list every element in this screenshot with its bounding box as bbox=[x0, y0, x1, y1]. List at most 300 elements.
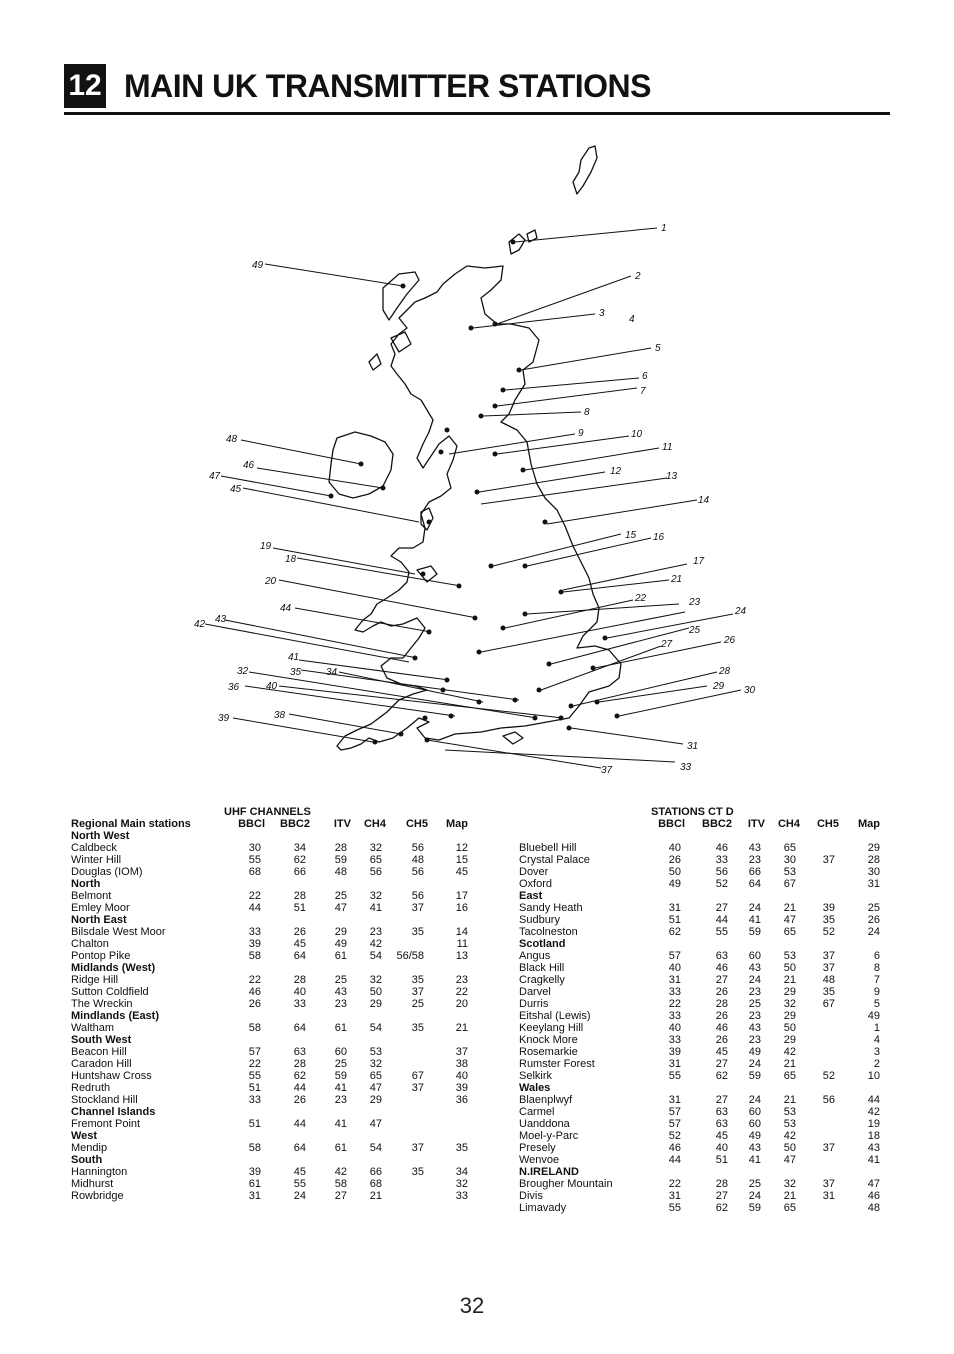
channel-value: 39 bbox=[455, 1082, 468, 1094]
column-header: Map bbox=[446, 818, 468, 830]
map-label: 46 bbox=[243, 460, 255, 471]
map-labels bbox=[194, 223, 756, 776]
channel-value: 33 bbox=[248, 926, 261, 938]
column-header: ITV bbox=[747, 818, 765, 830]
channel-value: 4 bbox=[873, 1034, 880, 1046]
table-row bbox=[519, 866, 899, 878]
channel-value: 65 bbox=[783, 1070, 796, 1082]
channel-value: 27 bbox=[715, 1094, 728, 1106]
station-name: Bilsdale West Moor bbox=[71, 926, 166, 938]
channel-value: 40 bbox=[668, 962, 681, 974]
channel-value: 37 bbox=[822, 950, 835, 962]
map-label: 22 bbox=[635, 593, 647, 604]
channel-value: 27 bbox=[715, 1190, 728, 1202]
map-label: 10 bbox=[631, 429, 643, 440]
channel-value: 26 bbox=[248, 998, 261, 1010]
station-name: Fremont Point bbox=[71, 1118, 141, 1130]
channel-value: 61 bbox=[334, 1022, 347, 1034]
map-label: 11 bbox=[662, 442, 673, 453]
channel-value: 25 bbox=[411, 998, 424, 1010]
channel-value: 28 bbox=[715, 998, 728, 1010]
channel-value: 41 bbox=[369, 902, 382, 914]
table-row bbox=[71, 1190, 491, 1202]
channel-value: 51 bbox=[715, 1154, 728, 1166]
channel-value: 57 bbox=[668, 950, 681, 962]
station-name: Rowbridge bbox=[71, 1190, 124, 1202]
table-header-row bbox=[71, 818, 491, 830]
channel-value: 53 bbox=[783, 1106, 796, 1118]
channel-value: 25 bbox=[748, 998, 761, 1010]
section-label: South West bbox=[71, 1034, 132, 1046]
table-row bbox=[71, 854, 491, 866]
channel-value: 25 bbox=[334, 890, 347, 902]
shetland-outline bbox=[573, 146, 597, 194]
channel-value: 62 bbox=[715, 1070, 728, 1082]
map-label: 5 bbox=[655, 343, 661, 354]
table-group-row bbox=[71, 806, 491, 818]
channel-value: 24 bbox=[748, 1094, 761, 1106]
channel-value: 31 bbox=[248, 1190, 261, 1202]
map-label: 28 bbox=[719, 666, 731, 677]
section-label: West bbox=[71, 1130, 98, 1142]
channel-value: 30 bbox=[783, 854, 796, 866]
map-svg bbox=[185, 138, 775, 788]
map-label: 30 bbox=[744, 685, 756, 696]
station-name: Brougher Mountain bbox=[519, 1178, 613, 1190]
skye-outline bbox=[369, 332, 411, 370]
column-header: Map bbox=[858, 818, 880, 830]
channel-value: 23 bbox=[748, 986, 761, 998]
channel-value: 44 bbox=[668, 1154, 681, 1166]
map-label: 45 bbox=[230, 484, 242, 495]
channel-value: 43 bbox=[748, 962, 761, 974]
map-label: 23 bbox=[689, 597, 701, 608]
section-label: North bbox=[71, 878, 101, 890]
table-row bbox=[71, 1094, 491, 1106]
channel-value: 55 bbox=[715, 926, 728, 938]
station-name: Caradon Hill bbox=[71, 1058, 132, 1070]
channel-value: 23 bbox=[748, 1034, 761, 1046]
channel-value: 35 bbox=[822, 986, 835, 998]
channel-value: 21 bbox=[783, 974, 796, 986]
channel-value: 29 bbox=[369, 1094, 382, 1106]
channel-value: 31 bbox=[668, 1058, 681, 1070]
station-name: Hannington bbox=[71, 1166, 128, 1178]
channel-value: 44 bbox=[248, 902, 261, 914]
channel-value: 28 bbox=[334, 842, 347, 854]
channel-value: 57 bbox=[248, 1046, 261, 1058]
table-row bbox=[71, 1046, 491, 1058]
channel-value: 59 bbox=[748, 1070, 761, 1082]
channel-value: 37 bbox=[455, 1046, 468, 1058]
isle-of-wight-outline bbox=[503, 732, 523, 744]
channel-value: 25 bbox=[334, 1058, 347, 1070]
station-name: Blaenplwyf bbox=[519, 1094, 573, 1106]
channel-value: 61 bbox=[334, 950, 347, 962]
channel-value: 66 bbox=[748, 866, 761, 878]
table-row bbox=[519, 854, 899, 866]
channel-value: 21 bbox=[369, 1190, 382, 1202]
channel-value: 55 bbox=[293, 1178, 306, 1190]
channel-value: 8 bbox=[873, 962, 880, 974]
group-label: STATIONS CT D bbox=[651, 806, 734, 818]
column-header: BBCl bbox=[658, 818, 685, 830]
map-label: 37 bbox=[601, 765, 613, 776]
station-name: Knock More bbox=[519, 1034, 578, 1046]
channel-value: 45 bbox=[715, 1046, 728, 1058]
channel-value: 60 bbox=[748, 950, 761, 962]
table-header-row bbox=[519, 818, 899, 830]
channel-value: 65 bbox=[783, 926, 796, 938]
channel-value: 63 bbox=[293, 1046, 306, 1058]
channel-value: 53 bbox=[369, 1046, 382, 1058]
channel-value: 34 bbox=[455, 1166, 468, 1178]
uk-transmitter-map bbox=[185, 138, 775, 788]
channel-value: 48 bbox=[867, 1202, 880, 1214]
channel-value: 64 bbox=[293, 950, 306, 962]
channel-value: 33 bbox=[668, 1010, 681, 1022]
station-name: Sandy Heath bbox=[519, 902, 583, 914]
channel-value: 32 bbox=[783, 998, 796, 1010]
channel-value: 37 bbox=[411, 986, 424, 998]
channel-value: 24 bbox=[748, 902, 761, 914]
channel-value: 48 bbox=[411, 854, 424, 866]
station-name: Dover bbox=[519, 866, 549, 878]
channel-value: 28 bbox=[293, 890, 306, 902]
station-name: Black Hill bbox=[519, 962, 565, 974]
channel-value: 49 bbox=[668, 878, 681, 890]
channel-value: 37 bbox=[411, 1082, 424, 1094]
channel-value: 33 bbox=[668, 986, 681, 998]
outer-hebrides-outline bbox=[383, 272, 419, 320]
channel-value: 44 bbox=[715, 914, 728, 926]
channel-value: 46 bbox=[715, 1022, 728, 1034]
station-name: Huntshaw Cross bbox=[71, 1070, 152, 1082]
right-channel-table bbox=[519, 806, 899, 1214]
channel-value: 65 bbox=[369, 1070, 382, 1082]
map-label: 49 bbox=[252, 260, 264, 271]
table-row bbox=[71, 1142, 491, 1154]
group-label: UHF CHANNELS bbox=[224, 806, 311, 818]
channel-value: 29 bbox=[783, 1034, 796, 1046]
section-header bbox=[64, 62, 890, 115]
station-name: Redruth bbox=[71, 1082, 111, 1094]
table-row bbox=[519, 914, 899, 926]
channel-value: 28 bbox=[715, 1178, 728, 1190]
channel-value: 67 bbox=[822, 998, 835, 1010]
channel-value: 30 bbox=[248, 842, 261, 854]
map-label: 40 bbox=[266, 681, 278, 692]
section-label: Midlands (West) bbox=[71, 962, 156, 974]
channel-value: 55 bbox=[668, 1070, 681, 1082]
channel-value: 31 bbox=[668, 1190, 681, 1202]
channel-value: 24 bbox=[748, 1058, 761, 1070]
channel-value: 37 bbox=[822, 854, 835, 866]
channel-value: 41 bbox=[334, 1082, 347, 1094]
channel-value: 24 bbox=[293, 1190, 306, 1202]
channel-value: 52 bbox=[668, 1130, 681, 1142]
map-label: 24 bbox=[735, 606, 747, 617]
map-label: 2 bbox=[635, 271, 641, 282]
channel-value: 58 bbox=[248, 1022, 261, 1034]
channel-value: 42 bbox=[334, 1166, 347, 1178]
column-header: BBC2 bbox=[702, 818, 732, 830]
channel-value: 47 bbox=[369, 1082, 382, 1094]
left-channel-table bbox=[71, 806, 491, 1202]
table-spacer-row bbox=[519, 830, 899, 842]
channel-value: 60 bbox=[748, 1106, 761, 1118]
station-name: Ridge Hill bbox=[71, 974, 119, 986]
map-label: 15 bbox=[625, 530, 637, 541]
channel-value: 17 bbox=[455, 890, 468, 902]
station-name: Uanddona bbox=[519, 1118, 570, 1130]
channel-value: 44 bbox=[293, 1082, 306, 1094]
channel-value: 54 bbox=[369, 950, 382, 962]
station-name: Stockland Hill bbox=[71, 1094, 138, 1106]
channel-value: 35 bbox=[822, 914, 835, 926]
table-section-row bbox=[519, 1166, 899, 1178]
channel-value: 22 bbox=[455, 986, 468, 998]
channel-value: 32 bbox=[369, 1058, 382, 1070]
channel-value: 39 bbox=[248, 938, 261, 950]
channel-value: 2 bbox=[873, 1058, 880, 1070]
station-name: Oxford bbox=[519, 878, 553, 890]
channel-value: 67 bbox=[783, 878, 796, 890]
channel-value: 35 bbox=[411, 926, 424, 938]
channel-value: 19 bbox=[867, 1118, 880, 1130]
channel-value: 26 bbox=[715, 986, 728, 998]
table-row bbox=[71, 950, 491, 962]
station-name: The Wreckin bbox=[71, 998, 133, 1010]
column-header: Regional Main stations bbox=[71, 818, 191, 830]
column-header: CH5 bbox=[405, 818, 428, 830]
station-name: Bluebell Hill bbox=[519, 842, 577, 854]
station-name: Selkirk bbox=[519, 1070, 553, 1082]
table-section-row bbox=[71, 830, 491, 842]
channel-value: 12 bbox=[455, 842, 468, 854]
table-row bbox=[71, 998, 491, 1010]
channel-value: 57 bbox=[668, 1106, 681, 1118]
channel-value: 26 bbox=[668, 854, 681, 866]
channel-value: 59 bbox=[748, 926, 761, 938]
table-row bbox=[71, 986, 491, 998]
channel-value: 22 bbox=[248, 974, 261, 986]
station-name: Cragkelly bbox=[519, 974, 565, 986]
table-row bbox=[519, 926, 899, 938]
section-label: North West bbox=[71, 830, 130, 842]
channel-value: 46 bbox=[248, 986, 261, 998]
channel-value: 48 bbox=[822, 974, 835, 986]
column-header: CH4 bbox=[363, 818, 386, 830]
channel-value: 51 bbox=[248, 1082, 261, 1094]
table-row bbox=[519, 1190, 899, 1202]
channel-value: 41 bbox=[867, 1154, 880, 1166]
channel-value: 28 bbox=[293, 1058, 306, 1070]
map-label: 26 bbox=[724, 635, 736, 646]
channel-value: 5 bbox=[873, 998, 880, 1010]
channel-value: 47 bbox=[783, 1154, 796, 1166]
channel-value: 30 bbox=[867, 866, 880, 878]
channel-value: 66 bbox=[369, 1166, 382, 1178]
channel-value: 31 bbox=[867, 878, 880, 890]
channel-value: 58 bbox=[334, 1178, 347, 1190]
section-label: Mindlands (East) bbox=[71, 1010, 160, 1022]
channel-value: 65 bbox=[369, 854, 382, 866]
table-row bbox=[71, 974, 491, 986]
channel-value: 67 bbox=[411, 1070, 424, 1082]
channel-value: 24 bbox=[748, 1190, 761, 1202]
table-row bbox=[519, 1046, 899, 1058]
map-label: 47 bbox=[209, 471, 221, 482]
table-row bbox=[519, 1118, 899, 1130]
table-row bbox=[519, 974, 899, 986]
table-row bbox=[71, 1118, 491, 1130]
channel-value: 42 bbox=[867, 1106, 880, 1118]
channel-value: 26 bbox=[867, 914, 880, 926]
channel-value: 20 bbox=[455, 998, 468, 1010]
table-row bbox=[519, 1070, 899, 1082]
station-name: Sudbury bbox=[519, 914, 560, 926]
channel-value: 62 bbox=[293, 854, 306, 866]
anglesey-outline bbox=[417, 566, 437, 582]
channel-value: 18 bbox=[867, 1130, 880, 1142]
map-label: 12 bbox=[610, 466, 622, 477]
table-row bbox=[71, 938, 491, 950]
channel-value: 42 bbox=[783, 1130, 796, 1142]
table-row bbox=[519, 1178, 899, 1190]
table-row bbox=[71, 866, 491, 878]
station-name: Emley Moor bbox=[71, 902, 130, 914]
table-row bbox=[519, 1022, 899, 1034]
channel-value: 21 bbox=[783, 1190, 796, 1202]
channel-value: 60 bbox=[334, 1046, 347, 1058]
channel-value: 1 bbox=[873, 1022, 880, 1034]
channel-value: 56 bbox=[411, 866, 424, 878]
station-name: Keeylang Hill bbox=[519, 1022, 584, 1034]
channel-value: 22 bbox=[668, 998, 681, 1010]
channel-value: 63 bbox=[715, 1106, 728, 1118]
channel-value: 37 bbox=[822, 1178, 835, 1190]
channel-value: 65 bbox=[783, 842, 796, 854]
channel-value: 55 bbox=[668, 1202, 681, 1214]
channel-value: 40 bbox=[668, 1022, 681, 1034]
map-label: 33 bbox=[680, 762, 692, 773]
channel-value: 56 bbox=[715, 866, 728, 878]
channel-value: 46 bbox=[668, 1142, 681, 1154]
channel-value: 36 bbox=[455, 1094, 468, 1106]
table-section-row bbox=[519, 890, 899, 902]
section-label: North East bbox=[71, 914, 127, 926]
channel-value: 3 bbox=[873, 1046, 880, 1058]
station-name: Sutton Coldfield bbox=[71, 986, 149, 998]
channel-value: 22 bbox=[668, 1178, 681, 1190]
station-name: Caldbeck bbox=[71, 842, 117, 854]
column-header: CH4 bbox=[777, 818, 800, 830]
channel-value: 66 bbox=[293, 866, 306, 878]
channel-value: 54 bbox=[369, 1142, 382, 1154]
map-label: 21 bbox=[671, 574, 683, 585]
channel-value: 47 bbox=[783, 914, 796, 926]
table-row bbox=[519, 1010, 899, 1022]
map-label: 38 bbox=[274, 710, 286, 721]
channel-value: 64 bbox=[293, 1022, 306, 1034]
channel-value: 46 bbox=[715, 962, 728, 974]
page-number: 32 bbox=[459, 1293, 485, 1318]
map-label: 19 bbox=[260, 541, 272, 552]
station-name: Winter Hill bbox=[71, 854, 122, 866]
station-name: Pontop Pike bbox=[71, 950, 131, 962]
section-label: East bbox=[519, 890, 543, 902]
table-section-row bbox=[71, 1154, 491, 1166]
channel-value: 47 bbox=[867, 1178, 880, 1190]
table-row bbox=[519, 1154, 899, 1166]
table-row bbox=[519, 1130, 899, 1142]
channel-value: 53 bbox=[783, 1118, 796, 1130]
station-name: Darvel bbox=[519, 986, 551, 998]
map-label: 31 bbox=[687, 741, 699, 752]
section-label: South bbox=[71, 1154, 103, 1166]
station-name: Angus bbox=[519, 950, 551, 962]
channel-value: 35 bbox=[455, 1142, 468, 1154]
map-label: 36 bbox=[228, 682, 240, 693]
channel-value: 9 bbox=[873, 986, 880, 998]
channel-value: 56 bbox=[822, 1094, 835, 1106]
map-label: 32 bbox=[237, 666, 249, 677]
station-name: Waltham bbox=[71, 1022, 114, 1034]
map-label: 44 bbox=[280, 603, 292, 614]
channel-value: 47 bbox=[334, 902, 347, 914]
table-row bbox=[71, 1178, 491, 1190]
channel-value: 68 bbox=[248, 866, 261, 878]
table-row bbox=[71, 890, 491, 902]
channel-value: 22 bbox=[248, 1058, 261, 1070]
channel-value: 27 bbox=[715, 1058, 728, 1070]
channel-value: 53 bbox=[783, 866, 796, 878]
map-label: 17 bbox=[693, 556, 705, 567]
channel-value: 32 bbox=[783, 1178, 796, 1190]
station-name: Crystal Palace bbox=[519, 854, 590, 866]
map-label: 42 bbox=[194, 619, 206, 630]
channel-value: 40 bbox=[455, 1070, 468, 1082]
channel-value: 58 bbox=[248, 1142, 261, 1154]
map-label: 18 bbox=[285, 554, 297, 565]
channel-value: 40 bbox=[715, 1142, 728, 1154]
section-label: Wales bbox=[519, 1082, 551, 1094]
channel-value: 68 bbox=[369, 1178, 382, 1190]
channel-value: 64 bbox=[293, 1142, 306, 1154]
table-section-row bbox=[519, 1082, 899, 1094]
channel-value: 39 bbox=[668, 1046, 681, 1058]
map-label: 41 bbox=[288, 652, 300, 663]
table-section-row bbox=[71, 1034, 491, 1046]
map-label: 4 bbox=[629, 314, 635, 325]
channel-value: 43 bbox=[748, 1022, 761, 1034]
channel-value: 21 bbox=[455, 1022, 468, 1034]
channel-value: 23 bbox=[455, 974, 468, 986]
channel-value: 37 bbox=[411, 1142, 424, 1154]
station-name: Moel-y-Parc bbox=[519, 1130, 579, 1142]
channel-value: 33 bbox=[668, 1034, 681, 1046]
channel-value: 49 bbox=[867, 1010, 880, 1022]
channel-value: 43 bbox=[748, 1142, 761, 1154]
channel-value: 45 bbox=[293, 1166, 306, 1178]
station-name: Chalton bbox=[71, 938, 109, 950]
channel-value: 7 bbox=[873, 974, 880, 986]
channel-value: 48 bbox=[334, 866, 347, 878]
map-label: 48 bbox=[226, 434, 238, 445]
channel-value: 62 bbox=[293, 1070, 306, 1082]
map-label: 7 bbox=[640, 386, 646, 397]
